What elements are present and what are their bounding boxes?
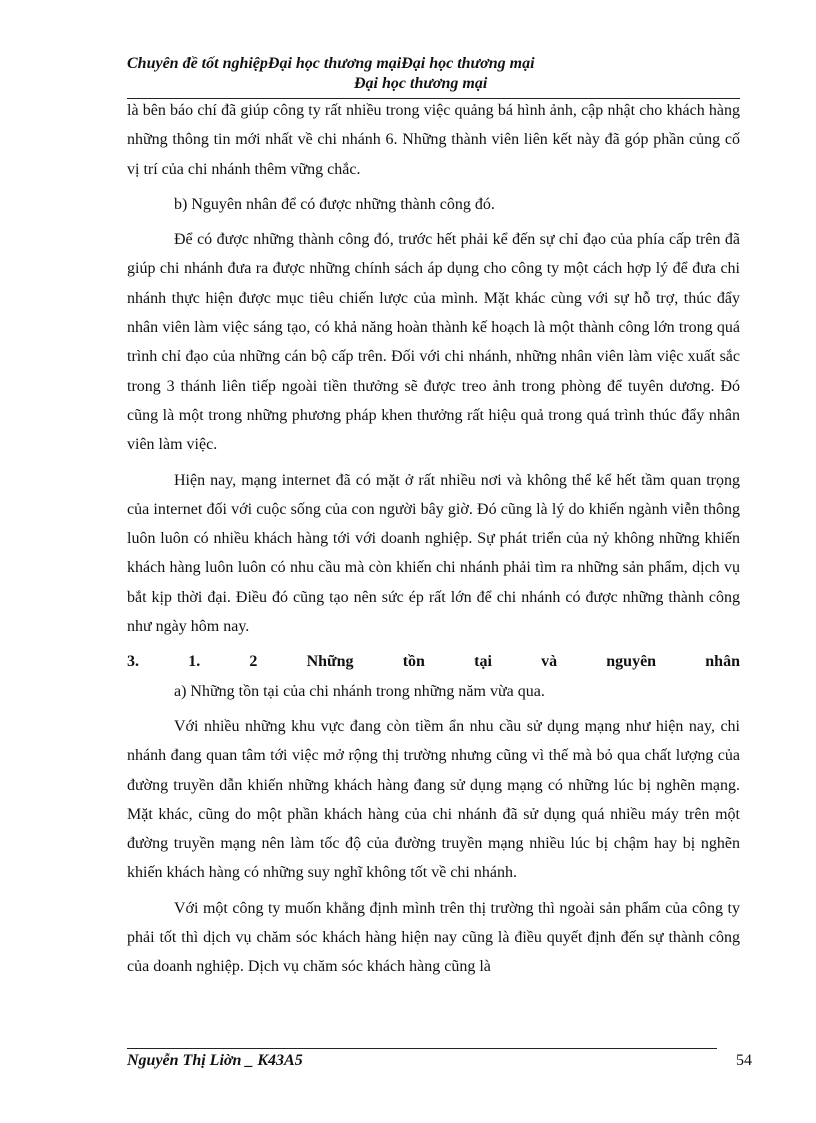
footer-author: Nguyễn Thị Liờn _ K43A5 (127, 1052, 303, 1069)
header-title-line-2: Đại học thương mại (354, 75, 488, 92)
section-heading-word: Những (306, 653, 354, 671)
section-heading-word: 1. (188, 653, 201, 671)
paragraph-continuation: là bên báo chí đã giúp công ty rất nhiều trong việc quảng bá hình ảnh, cập nhật cho khách hàng những thông tin mới nhất về chi nhánh 6. Những thành viên liên kết này đã góp phần củng cố vị trí của chi nhánh thêm vững chắc. (127, 102, 740, 178)
section-heading-word: nhân (705, 653, 740, 671)
section-heading-word: nguyên (606, 653, 657, 671)
paragraph-subheading-a: a) Những tồn tại của chi nhánh trong những năm vừa qua. (174, 682, 545, 700)
document-body (127, 96, 740, 982)
page-header (127, 54, 740, 99)
paragraph-internet: Hiện nay, mạng internet đã có mặt ở rất nhiều nơi và không thể kể hết tầm quan trọng của internet đối với cuộc sống của con người bây giờ. Đó cũng là lý do khiến ngành viễn thông luôn luôn có nhiều khách hàng tới với doanh nghiệp. Sự phát triển của nỷ không những khiến khách hàng luôn luôn có nhu cầu mà còn khiến chi nhánh phải tìm ra những sản phẩm, dịch vụ bắt kịp thời đại. Điều đó cũng tạo nên sức ép rất lớn để chi nhánh có được những thành công như ngày hôm nay. (127, 471, 740, 636)
section-heading-word: 2 (249, 653, 258, 671)
paragraph-customer-service: Với một công ty muốn khẳng định mình trên thị trường thì ngoài sản phẩm của công ty phải tốt thì dịch vụ chăm sóc khách hàng hiện nay cũng là điều quyết định đến sự thành công của doanh nghiệp. Dịch vụ chăm sóc khách hàng cũng là (127, 899, 740, 976)
page-number: 54 (736, 1052, 752, 1069)
section-heading-3-1-2 (127, 647, 740, 676)
paragraph-network-issues: Với nhiều những khu vực đang còn tiềm ẩn nhu cầu sử dụng mạng như hiện nay, chi nhánh đang quan tâm tới việc mở rộng thị trường nhưng cũng vì thế mà bỏ qua chất lượng của đường truyền dẫn khiến những khách hàng đang sử dụng mạng có những lúc bị nghẽn mạng. Mặt khác, cũng do một phần khách hàng của chi nhánh đã sử dụng quá nhiều máy trên một đường truyền mạng nên làm tốc độ của đường truyền mạng nhiều lúc bị chậm hay bị nghẽn khiến khách hàng có những suy nghĩ không tốt về chi nhánh. (127, 717, 740, 882)
section-heading-word: tồn (402, 653, 425, 671)
section-heading-word: 3. (127, 653, 139, 671)
paragraph-subheading-b: b) Nguyên nhân để có được những thành công đó. (174, 195, 495, 213)
paragraph-success-reasons: Để có được những thành công đó, trước hết phải kể đến sự chỉ đạo của phía cấp trên đã giúp chi nhánh đưa ra được những chính sách áp dụng cho công ty một cách hợp lý để đưa chi nhánh thực hiện được mục tiêu chiến lược của mình. Mặt khác cùng với sự hỗ trợ, thúc đẩy nhân viên làm việc sáng tạo, có khả năng hoàn thành kế hoạch là một thành công lớn trong quá trình chỉ đạo của những cán bộ cấp trên. Đối với chi nhánh, những nhân viên làm việc xuất sắc trong 3 thánh liên tiếp ngoài tiền thưởng sẽ được treo ảnh trong phòng để tuyên dương. Đó cũng là một trong những phương pháp khen thưởng rất hiệu quả trong quá trình thúc đẩy nhân viên làm việc. (127, 231, 740, 454)
footer-divider (127, 1048, 717, 1049)
header-title-line-1: Chuyên đề tốt nghiệpĐại học thương mạiĐại học thương mại (127, 55, 535, 72)
section-heading-word: và (541, 653, 558, 671)
section-heading-word: tại (474, 653, 492, 671)
